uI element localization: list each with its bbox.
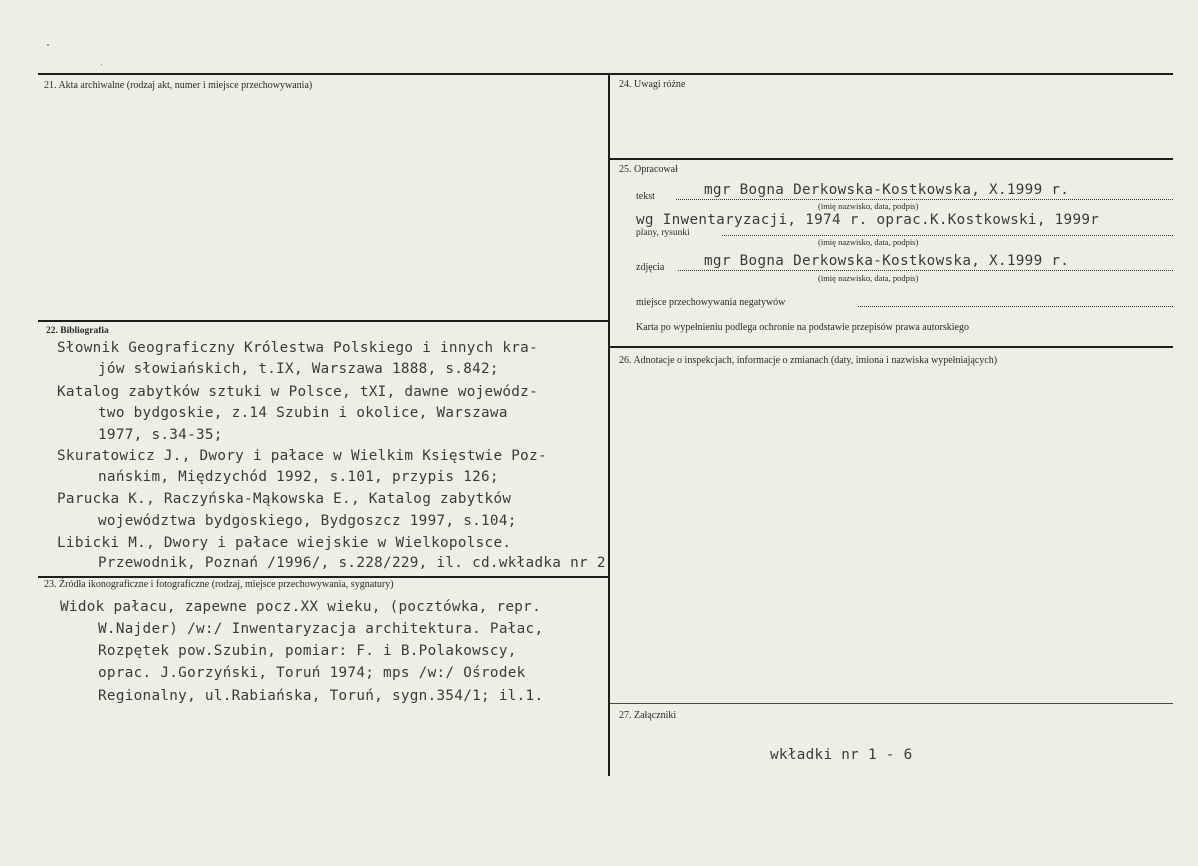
plany-value: wg Inwentaryzacji, 1974 r. oprac.K.Kostkowski, 1999r	[636, 212, 1100, 228]
plany-label: plany, rysunki	[636, 228, 690, 238]
tekst-fill-line	[676, 199, 1173, 200]
rule-27	[610, 703, 1173, 704]
copyright-note: Karta po wypełnieniu podlega ochronie na podstawie przepisów prawa autorskiego	[636, 322, 969, 333]
top-rule	[38, 73, 1173, 75]
section-25-title: 25. Opracował	[619, 164, 678, 175]
rule-25	[610, 158, 1173, 160]
section-23-title: 23. Źródła ikonograficzne i fotograficzne (rodzaj, miejsce przechowywania, sygnatury)	[44, 579, 394, 590]
tekst-label: tekst	[636, 191, 655, 202]
attachments-value: wkładki nr 1 - 6	[770, 747, 913, 763]
bibliography-line: two bydgoskie, z.14 Szubin i okolice, Warszawa	[98, 405, 508, 421]
zdjecia-value: mgr Bogna Derkowska-Kostkowska, X.1999 r.	[704, 253, 1070, 269]
rule-23	[38, 576, 608, 578]
bibliography-line: nańskim, Międzychód 1992, s.101, przypis 126;	[98, 469, 499, 485]
iconography-line: Widok pałacu, zapewne pocz.XX wieku, (pocztówka, repr.	[60, 599, 542, 615]
rule-26	[610, 346, 1173, 348]
section-26-title: 26. Adnotacje o inspekcjach, informacje o zmianach (daty, imiona i nazwiska wypełniających)	[619, 355, 998, 366]
tekst-value: mgr Bogna Derkowska-Kostkowska, X.1999 r.	[704, 182, 1070, 198]
zdjecia-caption: (imię nazwisko, data, podpis)	[818, 273, 919, 283]
iconography-line: Regionalny, ul.Rabiańska, Toruń, sygn.354/1; il.1.	[98, 688, 544, 704]
card-speck	[101, 64, 102, 65]
zdjecia-fill-line	[678, 270, 1173, 271]
section-27-title: 27. Załączniki	[619, 710, 677, 721]
section-24-title: 24. Uwagi różne	[619, 79, 686, 90]
zdjecia-label: zdjęcia	[636, 262, 665, 273]
plany-caption: (imię nazwisko, data, podpis)	[818, 237, 919, 247]
center-vertical-rule	[608, 73, 610, 776]
section-21-title: 21. Akta archiwalne (rodzaj akt, numer i miejsce przechowywania)	[44, 80, 313, 91]
section-22-title: 22. Bibliografia	[46, 326, 109, 336]
rule-22	[38, 320, 608, 322]
bibliography-line: Przewodnik, Poznań /1996/, s.228/229, il. cd.wkładka nr 2	[98, 555, 606, 571]
bibliography-line: Skuratowicz J., Dwory i pałace w Wielkim Księstwie Poz-	[57, 448, 547, 464]
bibliography-line: Parucka K., Raczyńska-Mąkowska E., Katalog zabytków	[57, 491, 512, 507]
iconography-line: Rozpętek pow.Szubin, pomiar: F. i B.Polakowscy,	[98, 643, 517, 659]
bibliography-line: województwa bydgoskiego, Bydgoszcz 1997, s.104;	[98, 513, 517, 529]
card-speck	[47, 44, 49, 46]
bibliography-line: Słownik Geograficzny Królestwa Polskiego i innych kra-	[57, 340, 539, 356]
bibliography-line: Katalog zabytków sztuki w Polsce, tXI, dawne wojewódz-	[57, 384, 539, 400]
tekst-caption: (imię nazwisko, data, podpis)	[818, 201, 919, 211]
bibliography-line: 1977, s.34-35;	[98, 427, 223, 443]
negatywy-label: miejsce przechowywania negatywów	[636, 297, 786, 308]
plany-fill-line	[722, 235, 1173, 236]
iconography-line: W.Najder) /w:/ Inwentaryzacja architektura. Pałac,	[98, 621, 544, 637]
bibliography-line: Libicki M., Dwory i pałace wiejskie w Wielkopolsce.	[57, 535, 512, 551]
bibliography-line: jów słowiańskich, t.IX, Warszawa 1888, s.842;	[98, 361, 499, 377]
iconography-line: oprac. J.Gorzyński, Toruń 1974; mps /w:/ Ośrodek	[98, 665, 526, 681]
negatywy-fill-line	[858, 306, 1173, 307]
